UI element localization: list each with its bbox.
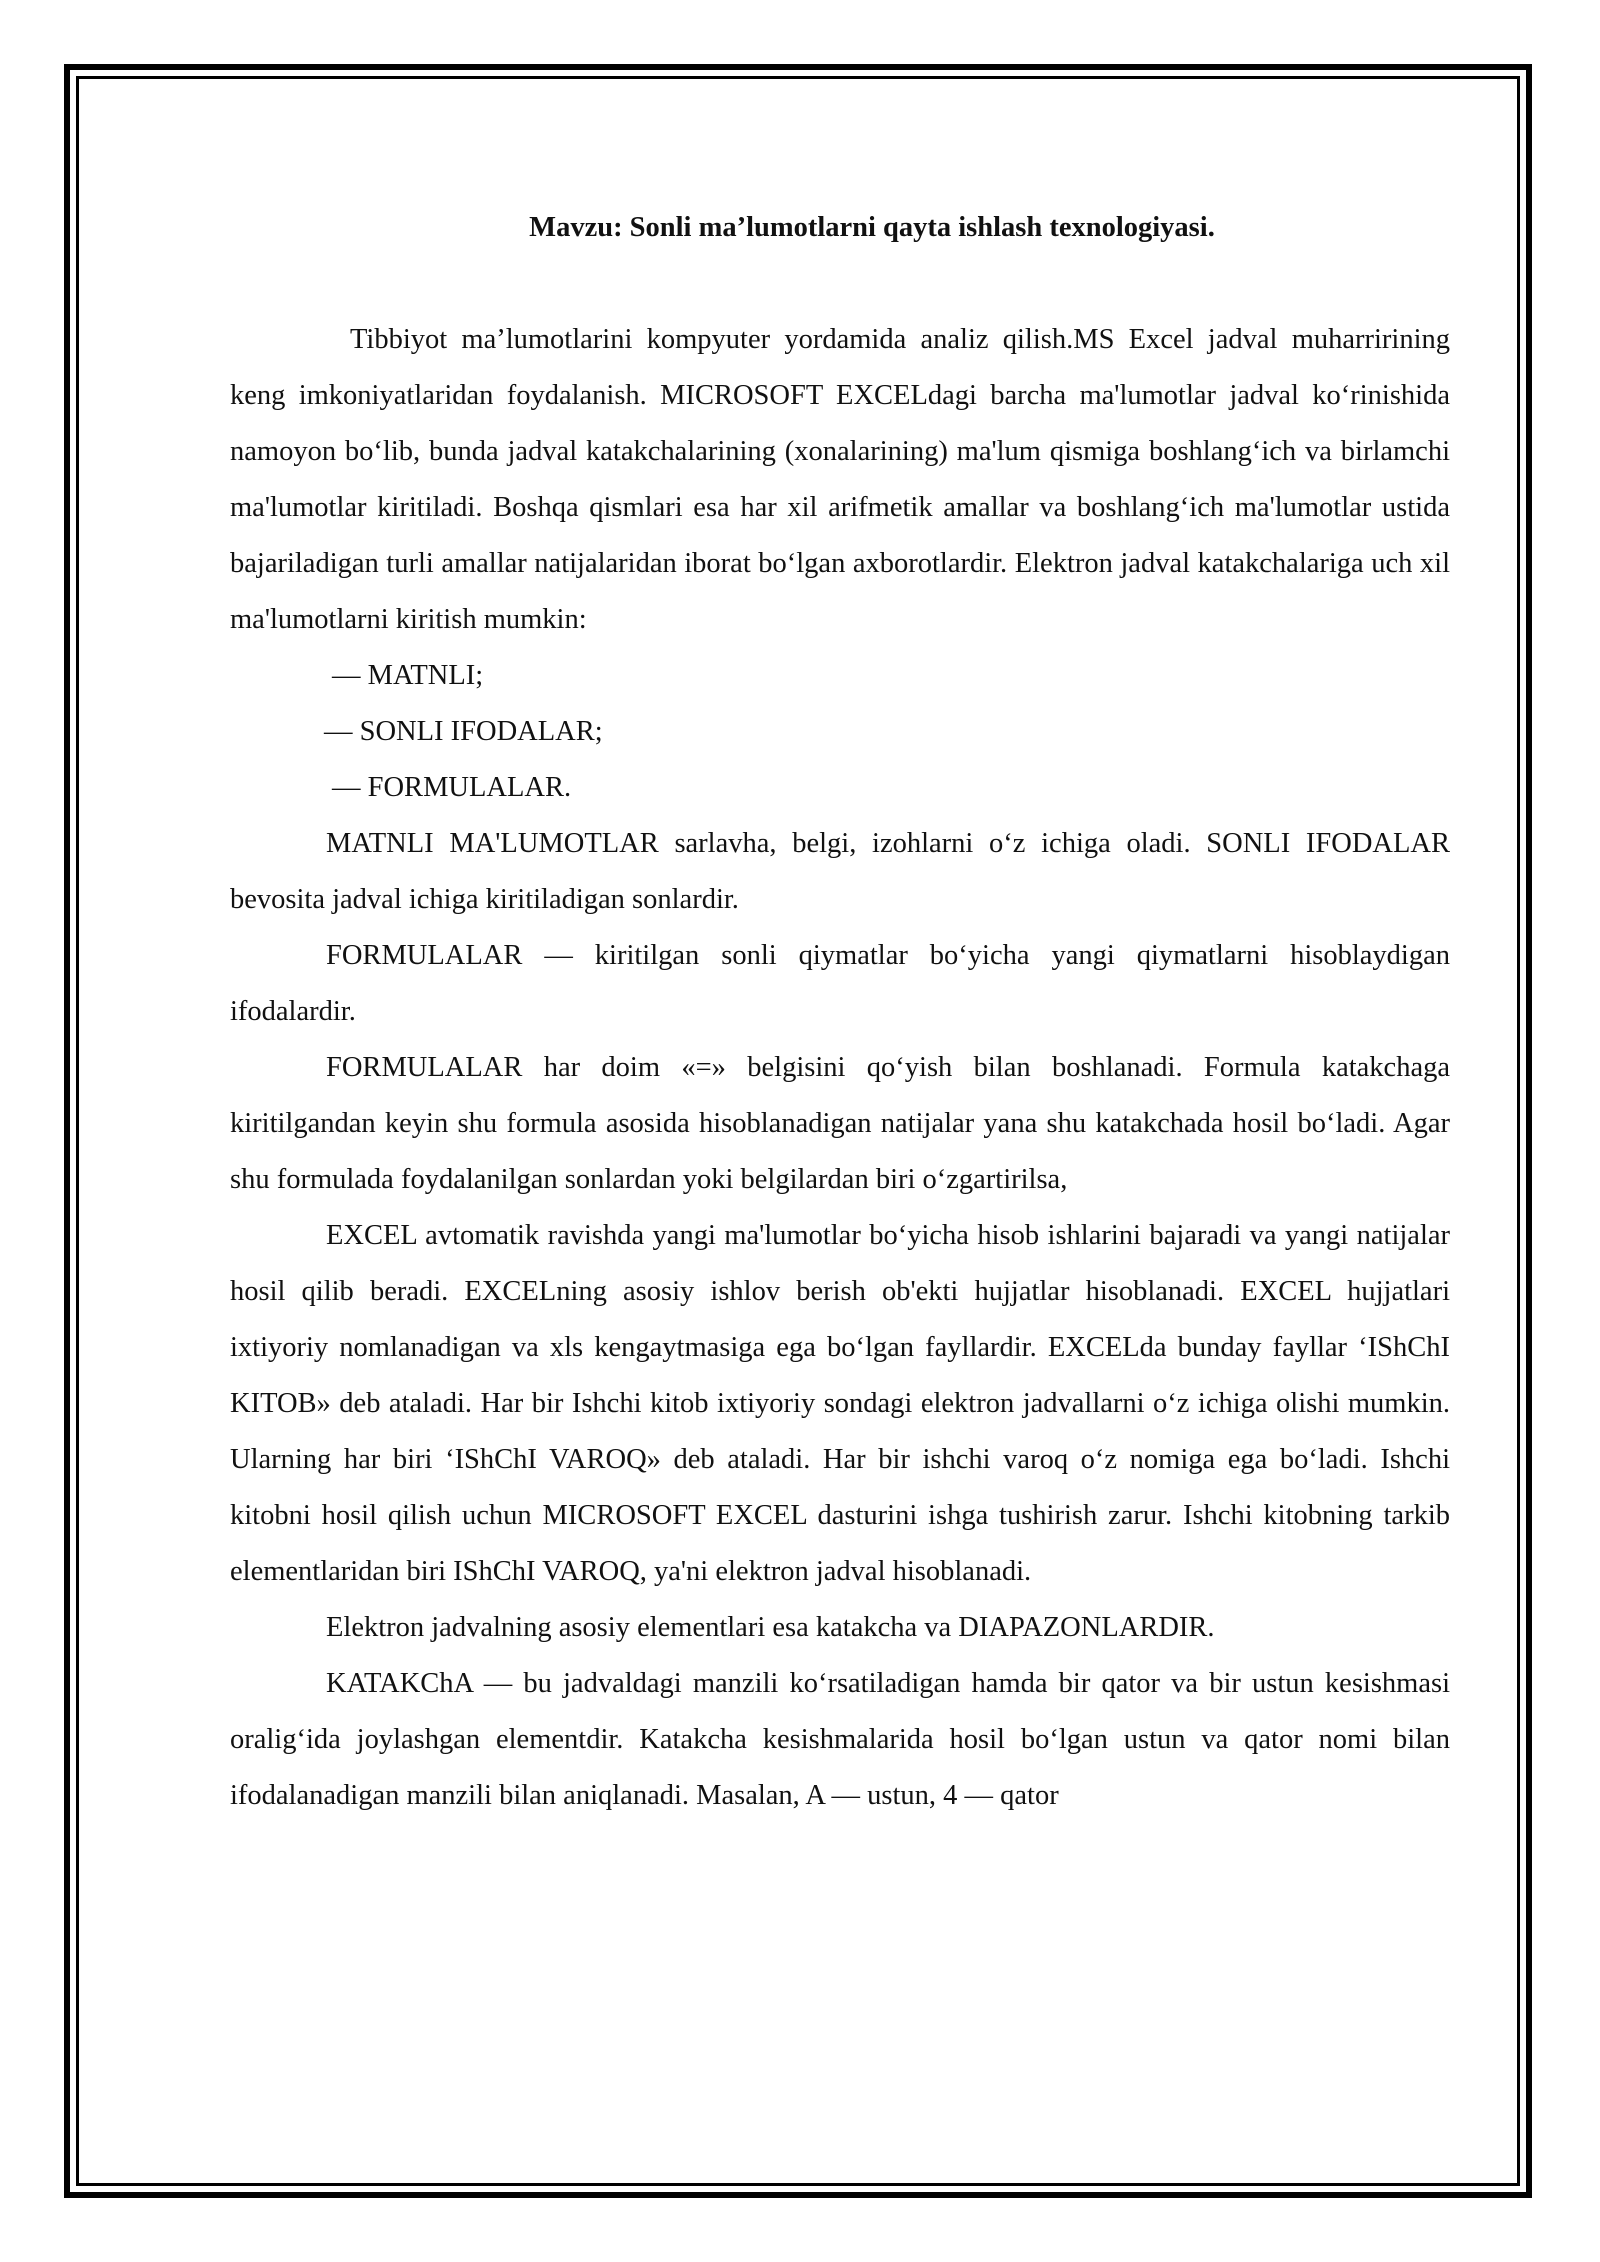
list-item-sonli-ifodalar: — SONLI IFODALAR; <box>324 716 603 747</box>
document-title: Mavzu: Sonli ma’lumotlarni qayta ishlash texnologiyasi. <box>529 212 1215 243</box>
list-item-matnli: — MATNLI; <box>332 660 484 691</box>
body-paragraph-formulalar-start: FORMULALAR har doim «=» belgisini qo‘yish bilan boshlanadi. Formula katakchaga kiritilgandan keyin shu formula asosida hisoblanadigan natijalar yana shu katakchada hosil bo‘ladi. Agar shu formulada foydalanilgan sonlardan yoki belgilardan biri o‘zgartirilsa, <box>230 1052 1450 1195</box>
body-paragraph-formulalar-definition: FORMULALAR — kiritilgan sonli qiymatlar bo‘yicha yangi qiymatlarni hisoblaydigan ifodalardir. <box>230 940 1450 1027</box>
body-paragraph-excel: EXCEL avtomatik ravishda yangi ma'lumotlar bo‘yicha hisob ishlarini bajaradi va yangi natijalar hosil qilib beradi. EXCELning asosiy ishlov berish ob'ekti hujjatlar hisoblanadi. EXCEL hujjatlari ixtiyoriy nomlanadigan va xls kengaytmasiga ega bo‘lgan fayllardir. EXCELda bunday fayllar ‘IShChI KITOB» deb ataladi. Har bir Ishchi kitob ixtiyoriy sondagi elektron jadvallarni o‘z ichiga olishi mumkin. Ularning har biri ‘IShChI VAROQ» deb ataladi. Har bir ishchi varoq o‘z nomiga ega bo‘ladi. Ishchi kitobni hosil qilish uchun MICROSOFT EXCEL dasturini ishga tushirish zarur. Ishchi kitobning tarkib elementlaridan biri IShChI VAROQ, ya'ni elektron jadval hisoblanadi. <box>230 1220 1450 1587</box>
body-paragraph-matnli: MATNLI MA'LUMOTLAR sarlavha, belgi, izohlarni o‘z ichiga oladi. SONLI IFODALAR bevosita jadval ichiga kiritiladigan sonlardir. <box>230 828 1450 915</box>
body-paragraph-katakcha: KATAKChA — bu jadvaldagi manzili ko‘rsatiladigan hamda bir qator va bir ustun kesishmasi oralig‘ida joylashgan elementdir. Katakcha kesishmalarida hosil bo‘lgan ustun va qator nomi bilan ifodalanadigan manzili bilan aniqlanadi. Masalan, A — ustun, 4 — qator <box>230 1668 1450 1811</box>
intro-paragraph: Tibbiyot ma’lumotlarini kompyuter yordamida analiz qilish.MS Excel jadval muharririning keng imkoniyatlaridan foydalanish. MICROSOFT EXCELdagi barcha ma'lumotlar jadval ko‘rinishida namoyon bo‘lib, bunda jadval katakchalarining (xonalarining) ma'lum qismiga boshlang‘ich va birlamchi ma'lumotlar kiritiladi. Boshqa qismlari esa har xil arifmetik amallar va boshlang‘ich ma'lumotlar ustida bajariladigan turli amallar natijalaridan iborat bo‘lgan axborotlardir. Elektron jadval katakchalariga uch xil ma'lumotlarni kiritish mumkin: <box>230 324 1450 635</box>
list-item-formulalar: — FORMULALAR. <box>332 772 572 803</box>
body-paragraph-elements: Elektron jadvalning asosiy elementlari esa katakcha va DIAPAZONLARDIR. <box>326 1612 1215 1643</box>
document-content <box>230 200 1450 1824</box>
